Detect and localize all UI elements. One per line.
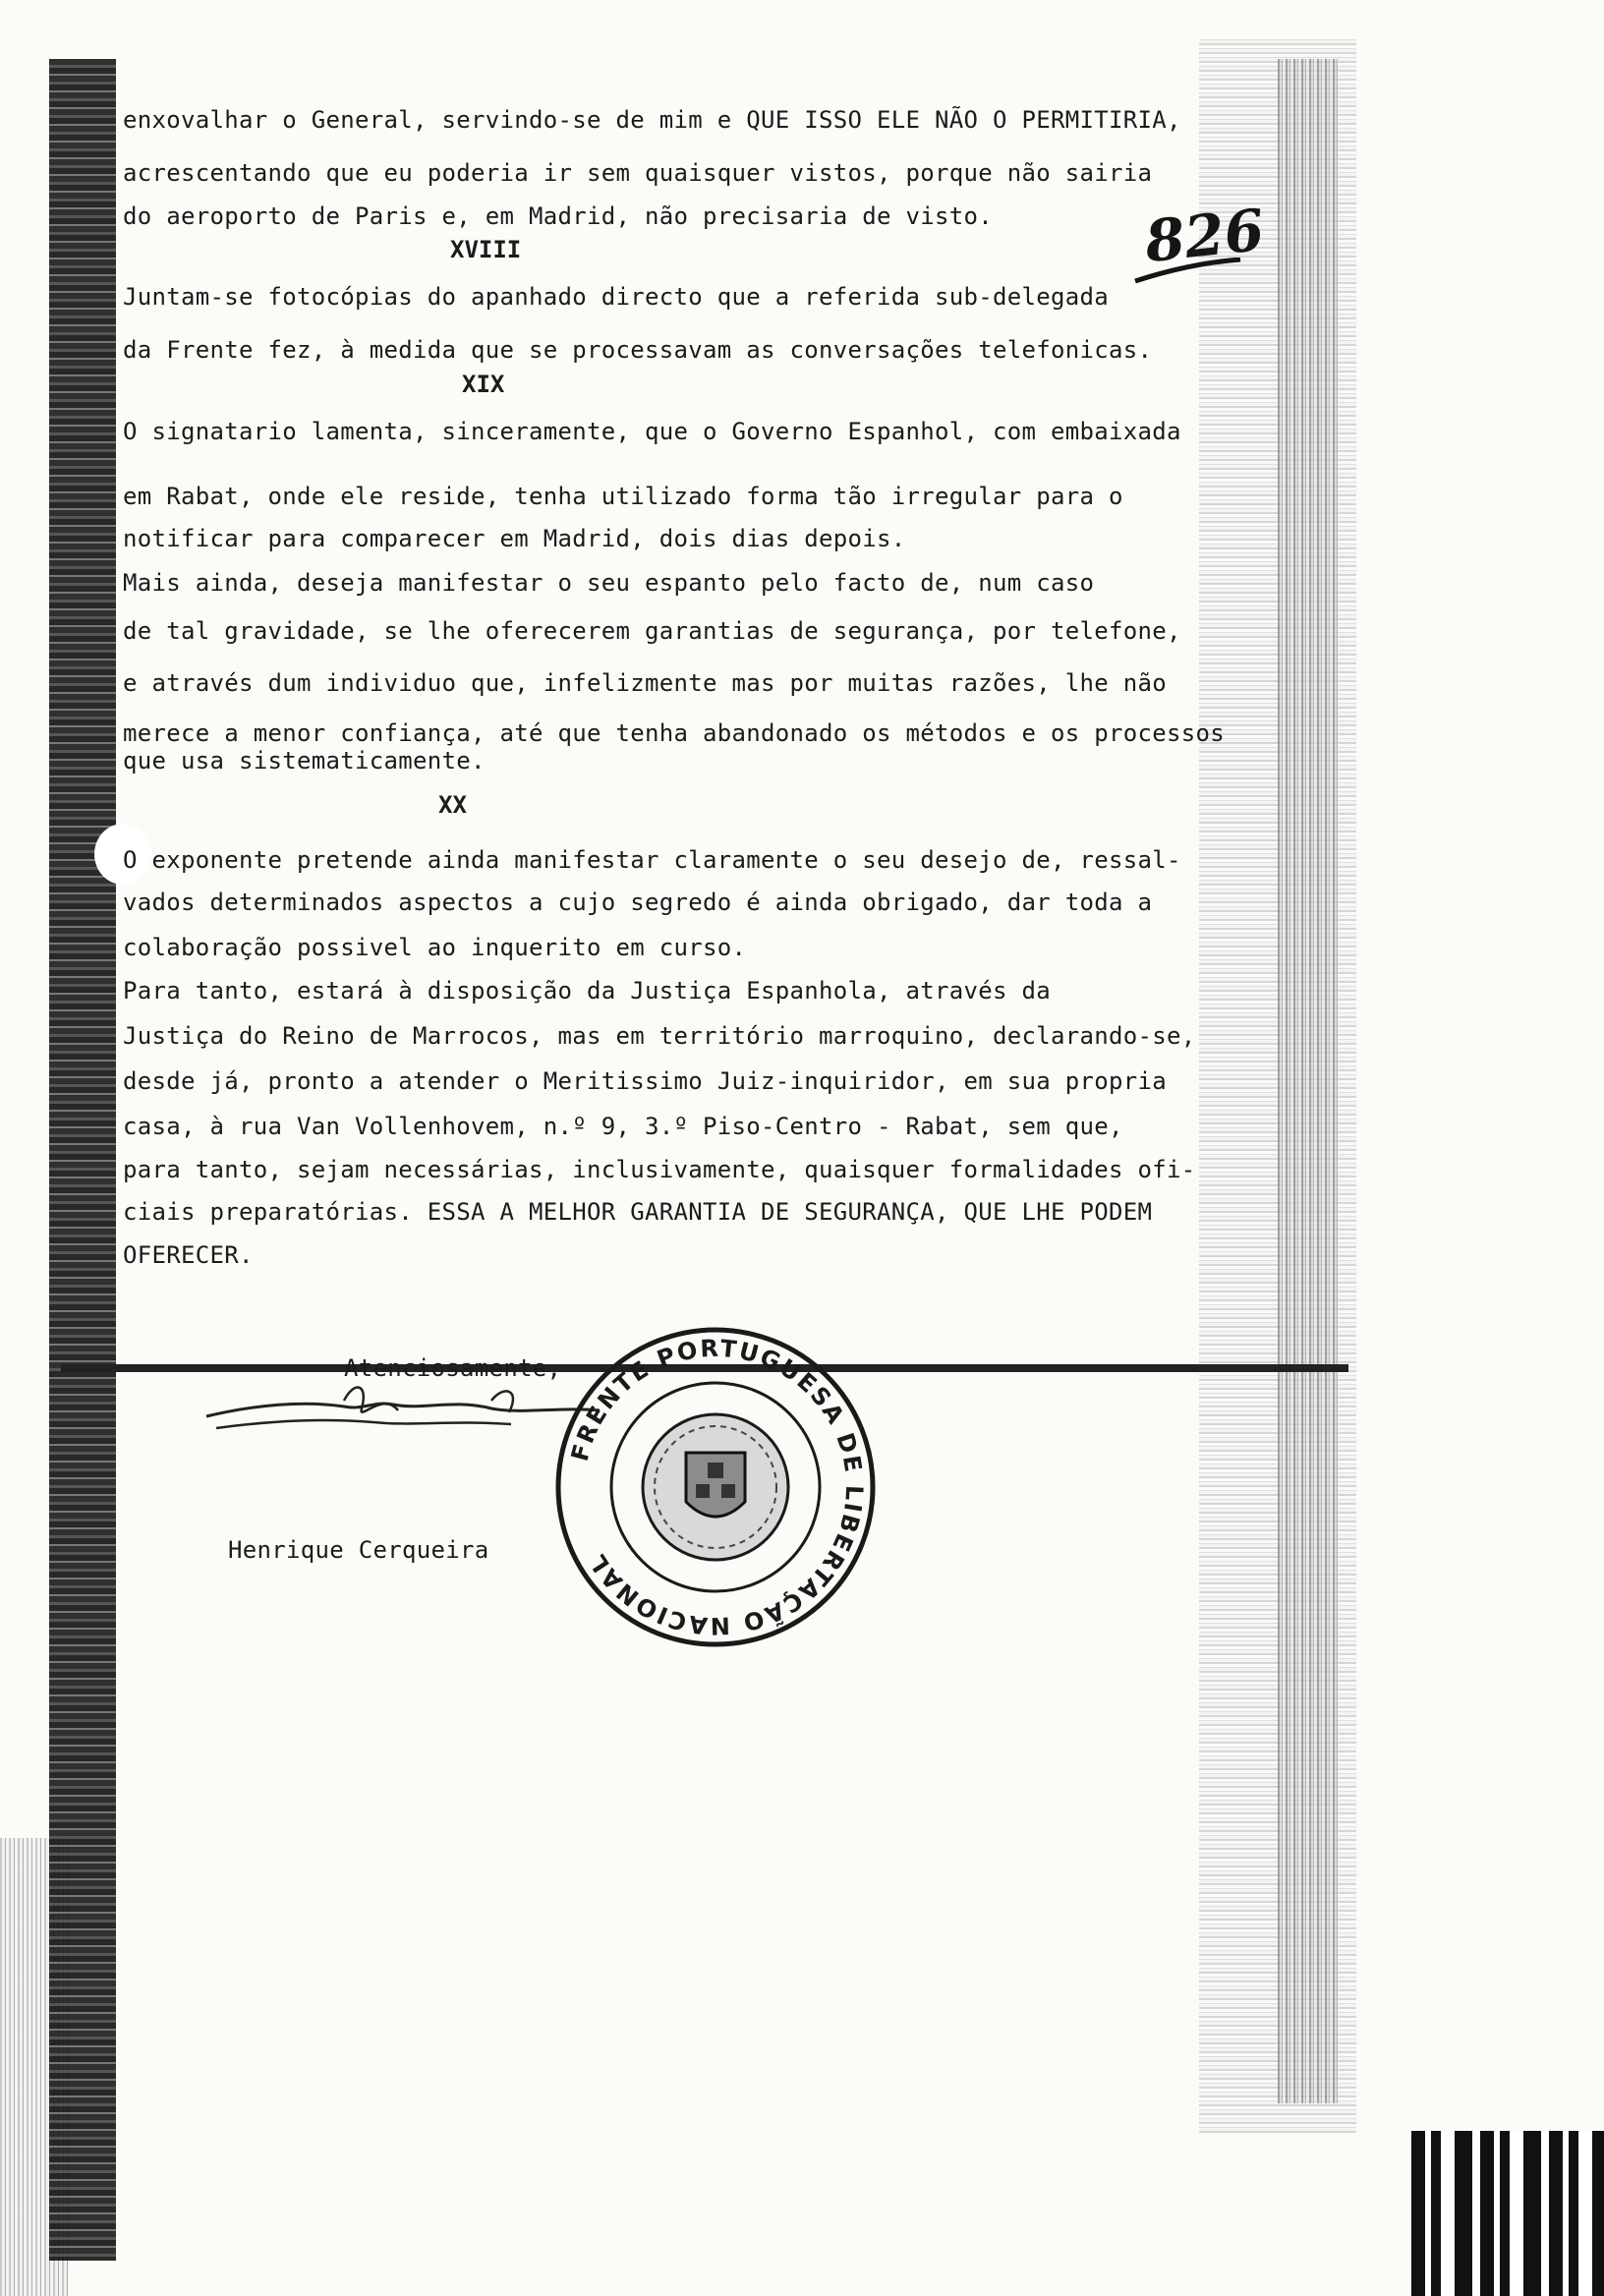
text-line: notificar para comparecer em Madrid, dois dias depois. — [123, 525, 906, 552]
text-line: merece a menor confiança, até que tenha abandonado os métodos e os processos — [123, 719, 1225, 747]
text-line: colaboração possivel ao inquerito em curso. — [123, 934, 747, 961]
text-line: do aeroporto de Paris e, em Madrid, não precisaria de visto. — [123, 202, 993, 230]
seal-text: FRENTE PORTUGUESA DE LIBERTAÇÃO NACIONAL — [565, 1334, 869, 1640]
text-line: Justiça do Reino de Marrocos, mas em território marroquino, declarando-se, — [123, 1022, 1196, 1050]
scan-edge-artifact — [49, 59, 116, 2261]
handwritten-signature — [197, 1371, 609, 1460]
text-line: da Frente fez, à medida que se processavam as conversações telefonicas. — [123, 336, 1153, 364]
section-heading: XX — [438, 791, 467, 819]
closing-salutation: Atenciosamente, — [344, 1354, 562, 1382]
text-line: ciais preparatórias. ESSA A MELHOR GARANTIA DE SEGURANÇA, QUE LHE PODEM — [123, 1198, 1153, 1226]
section-heading: XIX — [462, 371, 505, 398]
text-line: em Rabat, onde ele reside, tenha utilizado forma tão irregular para o — [123, 483, 1123, 510]
text-line: vados determinados aspectos a cujo segredo é ainda obrigado, dar toda a — [123, 889, 1153, 916]
text-line: Mais ainda, deseja manifestar o seu espanto pelo facto de, num caso — [123, 569, 1095, 597]
text-line: e através dum individuo que, infelizmente mas por muitas razões, lhe não — [123, 669, 1167, 697]
text-line: de tal gravidade, se lhe oferecerem garantias de segurança, por telefone, — [123, 617, 1181, 645]
text-line: para tanto, sejam necessárias, inclusivamente, quaisquer formalidades ofi- — [123, 1156, 1196, 1183]
folio-number: 826 — [1141, 196, 1268, 276]
text-line: casa, à rua Van Vollenhovem, n.º 9, 3.º Piso-Centro - Rabat, sem que, — [123, 1113, 1123, 1140]
organization-seal — [548, 1320, 883, 1654]
text-line: OFERECER. — [123, 1241, 254, 1269]
section-heading: XVIII — [450, 236, 522, 263]
text-line: O signatario lamenta, sinceramente, que o Governo Espanhol, com embaixada — [123, 418, 1181, 445]
text-line: que usa sistematicamente. — [123, 747, 486, 775]
signatory-name: Henrique Cerqueira — [228, 1536, 489, 1564]
text-line: acrescentando que eu poderia ir sem quaisquer vistos, porque não sairia — [123, 159, 1153, 187]
text-line: O exponente pretende ainda manifestar claramente o seu desejo de, ressal- — [123, 846, 1181, 874]
scan-noise-artifact — [1278, 59, 1339, 2103]
text-line: desde já, pronto a atender o Meritissimo Juiz-inquiridor, em sua propria — [123, 1067, 1167, 1095]
text-line: Para tanto, estará à disposição da Justiça Espanhola, através da — [123, 977, 1051, 1004]
text-line: Juntam-se fotocópias do apanhado directo que a referida sub-delegada — [123, 283, 1109, 311]
folio-underline — [1130, 258, 1248, 287]
scan-corner-artifact — [1411, 2131, 1604, 2296]
text-line: enxovalhar o General, servindo-se de mim e QUE ISSO ELE NÃO O PERMITIRIA, — [123, 106, 1181, 134]
